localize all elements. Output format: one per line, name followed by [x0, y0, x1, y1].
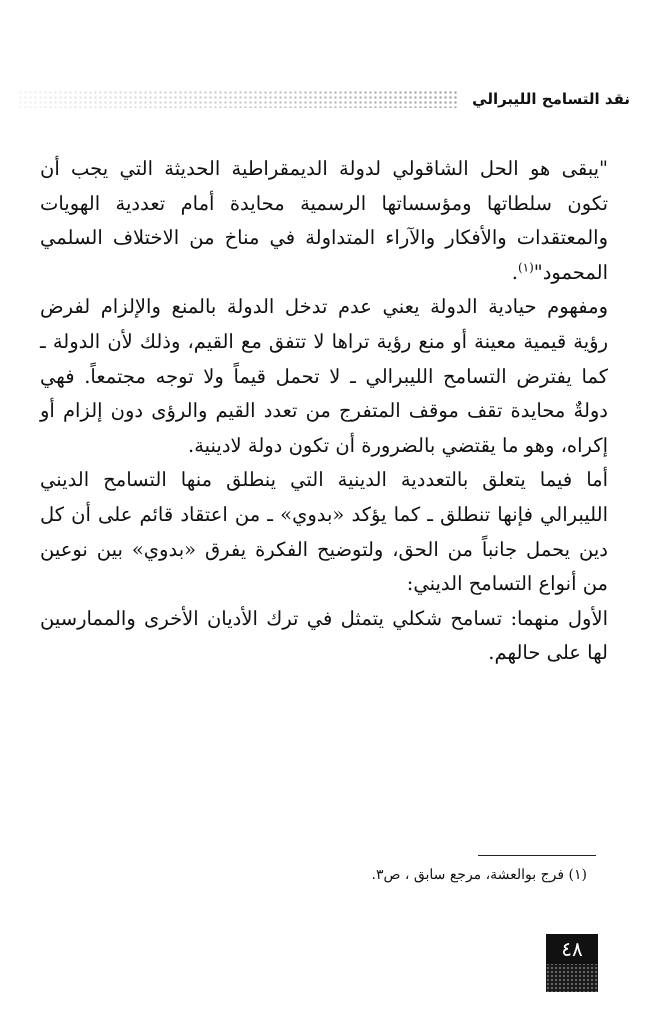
quote-text: "يبقى هو الحل الشاقولي لدولة الديمقراطية الحديثة التي يجب أن تكون سلطاتها ومؤسساتها الرسمية محايدة أمام تعددية الهويات والمعتقدات والأفكار والآراء المتداولة في مناخ من الاختلاف السلمي المحمود"	[40, 157, 608, 284]
footnote-separator	[478, 855, 596, 856]
quote-paragraph	[40, 152, 608, 290]
main-text	[40, 152, 608, 671]
paragraph-state-neutrality: ومفهوم حيادية الدولة يعني عدم تدخل الدولة بالمنع والإلزام لفرض رؤية قيمية معينة أو منع رؤية تراها لا تتفق مع القيم، وذلك لأن الدولة ـ كما يفترض التسامح الليبرالي ـ لا تحمل قيماً ولا توجه مجتمعاً. فهي دولةٌ محايدة تقف موقف المتفرج من تعدد القيم والرؤى دون إلزام أو إكراه، وهو ما يقتضي بالضرورة أن تكون دولة لادينية.	[40, 295, 608, 457]
footnote: (١) فرج بوالعشة، مرجع سابق ، ص٣.	[371, 867, 587, 883]
running-header-title: نقد التسامح الليبرالي	[464, 88, 630, 110]
page-number: ٤٨	[546, 934, 598, 964]
running-header	[18, 88, 630, 110]
header-dot-pattern	[18, 90, 458, 108]
quote-end-punctuation: .	[511, 260, 518, 284]
paragraph-first-type: الأول منهما: تسامح شكلي يتمثل في ترك الأديان الأخرى والممارسين لها على حالهم.	[40, 606, 608, 665]
footnote-reference: (١)	[517, 260, 534, 275]
paragraph-religious-pluralism: أما فيما يتعلق بالتعددية الدينية التي ينطلق منها التسامح الديني الليبرالي فإنها تنطلق ـ كما يؤكد «بدوي» ـ من اعتقاد قائم على أن كل دين يحمل جانباً من الحق، ولتوضيح الفكرة يفرق «بدوي» بين نوعين من أنواع التسامح الديني:	[40, 468, 608, 596]
